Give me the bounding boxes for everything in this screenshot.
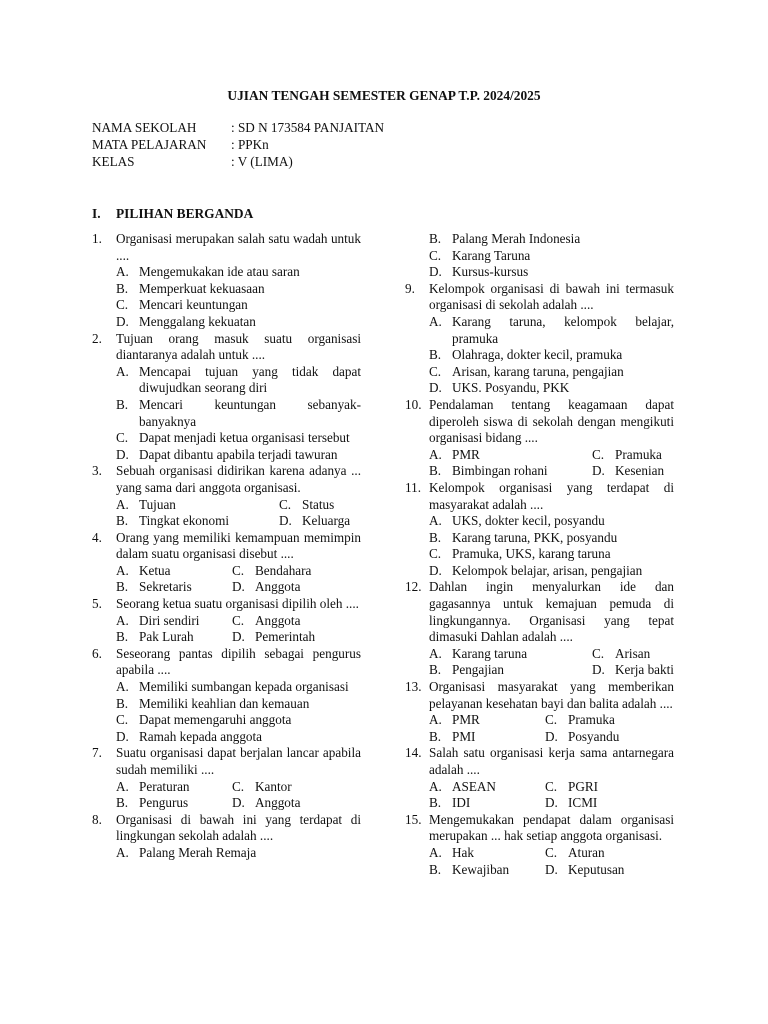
option-text: Memiliki sumbangan kepada organisasi <box>139 679 349 695</box>
option-text: Memiliki keahlian dan kemauan <box>139 695 310 711</box>
option-letter: C. <box>429 247 442 263</box>
option-text: Karang Taruna <box>452 247 531 263</box>
option-letter: D. <box>116 446 129 462</box>
option-text: Kelompok belajar, arisan, pengajian <box>452 562 643 578</box>
option-letter: A. <box>429 513 442 529</box>
option-letter: B. <box>116 396 129 412</box>
option <box>545 729 674 746</box>
option-letter: C. <box>232 562 245 578</box>
option-letter: A. <box>116 363 129 379</box>
option-text: Bendahara <box>255 562 312 578</box>
right-column <box>405 231 674 878</box>
option-letter: B. <box>116 280 129 296</box>
question-13 <box>405 679 674 745</box>
question-4 <box>92 530 361 596</box>
option-text: UKS. Posyandu, PKK <box>452 380 570 396</box>
option-grid <box>116 497 361 530</box>
question-text: Kelompok organisasi di bawah ini termasuk organisasi di sekolah adalah .... <box>429 280 674 313</box>
option-text: Tingkat ekonomi <box>139 513 230 529</box>
option <box>592 646 674 663</box>
option <box>116 845 361 862</box>
option-letter: D. <box>545 861 558 877</box>
option-text: Olahraga, dokter kecil, pramuka <box>452 347 623 363</box>
option <box>429 347 674 364</box>
option-text: Aturan <box>568 844 605 860</box>
option-text: Ramah kepada anggota <box>139 728 263 744</box>
option <box>429 845 545 862</box>
option-letter: A. <box>429 712 442 728</box>
option <box>429 364 674 381</box>
option <box>116 397 361 430</box>
option <box>232 579 361 596</box>
option-grid <box>116 613 361 646</box>
option <box>592 662 674 679</box>
option <box>545 845 674 862</box>
question-text: Tujuan orang masuk suatu organisasi diantaranya adalah untuk .... <box>116 330 361 363</box>
option-grid <box>429 845 674 878</box>
option-text: Mengemukakan ide atau saran <box>139 264 300 280</box>
option <box>116 497 279 514</box>
info-label: MATA PELAJARAN <box>92 137 207 152</box>
option-text: Kesenian <box>615 463 665 479</box>
option-text: Pramuka <box>568 712 615 728</box>
option <box>429 712 545 729</box>
option-text: Palang Merah Indonesia <box>452 231 581 246</box>
option <box>545 779 674 796</box>
question-6 <box>92 646 361 746</box>
option-letter: B. <box>429 662 442 678</box>
option-letter: C. <box>429 363 442 379</box>
option-letter: A. <box>429 446 442 462</box>
option <box>116 613 232 630</box>
option-letter: C. <box>545 712 558 728</box>
option <box>545 795 674 812</box>
option-text: Diri sendiri <box>139 612 200 628</box>
question-number: 8. <box>92 811 102 827</box>
option-letter: D. <box>592 662 605 678</box>
option-text: Kursus-kursus <box>452 264 529 280</box>
question-8-continued <box>405 231 674 281</box>
option-text: Arisan, karang taruna, pengajian <box>452 363 624 379</box>
option-text: Pengajian <box>452 662 505 678</box>
option <box>429 646 592 663</box>
option-text: PMR <box>452 712 480 728</box>
option-text: PGRI <box>568 778 599 794</box>
question-text: Kelompok organisasi yang terdapat di masyarakat adalah .... <box>429 479 674 512</box>
info-row-class <box>92 153 384 170</box>
option-letter: B. <box>116 513 129 529</box>
option-letter: C. <box>592 446 605 462</box>
option <box>429 546 674 563</box>
question-text: Suatu organisasi dapat berjalan lancar apabila sudah memiliki .... <box>116 745 361 777</box>
option <box>429 862 545 879</box>
question-8 <box>92 812 361 862</box>
option-text: Sekretaris <box>139 579 192 595</box>
option-letter: A. <box>429 645 442 661</box>
option-text: Keluarga <box>302 513 351 529</box>
option-letter: B. <box>116 579 129 595</box>
question-text: Seseorang pantas dipilih sebagai pengurus apabila .... <box>116 645 361 678</box>
option-letter: C. <box>116 712 129 728</box>
option <box>116 729 361 746</box>
option-letter: B. <box>429 529 442 545</box>
option-text: Arisan <box>615 645 651 661</box>
option-text: PMR <box>452 446 480 462</box>
option-letter: A. <box>116 496 129 512</box>
option-text: Anggota <box>255 795 301 811</box>
option-text: Palang Merah Remaja <box>139 844 257 860</box>
option-text: Tujuan <box>139 496 176 512</box>
option-letter: B. <box>116 695 129 711</box>
option <box>429 563 674 580</box>
option-text: Menggalang kekuatan <box>139 313 256 329</box>
option <box>116 795 232 812</box>
option-letter: D. <box>279 513 292 529</box>
option-letter: D. <box>545 728 558 744</box>
info-value: : SD N 173584 PANJAITAN <box>231 120 385 135</box>
question-number: 13. <box>405 679 422 695</box>
option <box>116 513 279 530</box>
option-letter: D. <box>429 380 442 396</box>
option-text: Karang taruna <box>452 645 528 661</box>
option-text: Keputusan <box>568 861 625 877</box>
info-value: : PPKn <box>231 137 269 152</box>
option-grid <box>429 447 674 480</box>
option <box>429 795 545 812</box>
option-letter: C. <box>545 778 558 794</box>
option-text: Hak <box>452 844 474 860</box>
option <box>592 447 674 464</box>
question-number: 10. <box>405 396 422 412</box>
question-12 <box>405 579 674 679</box>
question-11 <box>405 480 674 580</box>
option-letter: A. <box>116 612 129 628</box>
option-text: Kewajiban <box>452 861 510 877</box>
option-letter: A. <box>116 778 129 794</box>
option <box>116 579 232 596</box>
question-1 <box>92 231 361 331</box>
question-text: Sebuah organisasi didirikan karena adanya ... yang sama dari anggota organisasi. <box>116 463 361 495</box>
question-14 <box>405 745 674 811</box>
question-number: 9. <box>405 280 415 296</box>
option <box>232 779 361 796</box>
question-9 <box>405 281 674 397</box>
option-letter: B. <box>429 463 442 479</box>
info-row-subject <box>92 136 384 153</box>
question-text: Dahlan ingin menyalurkan ide dan gagasannya untuk kemajuan pemuda di lingkungannya. Organisasi yang tepat dimasuki Dahlan adalah .... <box>429 579 674 645</box>
option <box>429 463 592 480</box>
option-letter: A. <box>116 844 129 860</box>
option-text: Pramuka, UKS, karang taruna <box>452 546 611 562</box>
option-letter: C. <box>545 844 558 860</box>
option-text: Memperkuat kekuasaan <box>139 280 265 296</box>
option <box>116 779 232 796</box>
option-text: Mencapai tujuan yang tidak dapat diwujudkan seorang diri <box>139 363 361 396</box>
option-grid <box>116 563 361 596</box>
question-number: 4. <box>92 529 102 545</box>
option <box>592 463 674 480</box>
section-number: I. <box>92 206 101 221</box>
option-text: Kantor <box>255 778 292 794</box>
left-column <box>92 231 361 862</box>
option-text: ASEAN <box>452 778 496 794</box>
option <box>429 248 674 265</box>
option <box>279 497 361 514</box>
info-row-school <box>92 119 384 136</box>
question-number: 14. <box>405 745 422 761</box>
option <box>429 314 674 347</box>
option <box>429 779 545 796</box>
question-text: Organisasi di bawah ini yang terdapat di lingkungan sekolah adalah .... <box>116 811 361 844</box>
option-letter: B. <box>429 347 442 363</box>
option <box>116 563 232 580</box>
option-text: Peraturan <box>139 778 190 794</box>
option-text: Pengurus <box>139 795 189 811</box>
option <box>116 447 361 464</box>
option-text: Status <box>302 496 335 512</box>
question-number: 6. <box>92 645 102 661</box>
option-letter: A. <box>116 264 129 280</box>
option-letter: A. <box>116 679 129 695</box>
option <box>429 380 674 397</box>
option <box>279 513 361 530</box>
option-letter: C. <box>232 778 245 794</box>
option <box>116 314 361 331</box>
option <box>429 231 674 248</box>
question-text: Orang yang memiliki kemampuan memimpin dalam suatu organisasi disebut .... <box>116 529 361 562</box>
option-text: Dapat dibantu apabila terjadi tawuran <box>139 446 338 462</box>
option-letter: C. <box>279 496 292 512</box>
option-text: ICMI <box>568 795 598 811</box>
option-letter: C. <box>116 430 129 446</box>
option-text: Posyandu <box>568 728 620 744</box>
question-3 <box>92 463 361 529</box>
question-2 <box>92 331 361 464</box>
option-text: Pramuka <box>615 446 662 462</box>
option-text: IDI <box>452 795 471 811</box>
option-letter: D. <box>232 795 245 811</box>
option-letter: C. <box>116 297 129 313</box>
option <box>232 629 361 646</box>
option-letter: B. <box>429 861 442 877</box>
question-number: 15. <box>405 811 422 827</box>
option-letter: D. <box>592 463 605 479</box>
question-5 <box>92 596 361 646</box>
option-letter: B. <box>116 795 129 811</box>
option-text: Pemerintah <box>255 629 316 645</box>
option <box>116 629 232 646</box>
option-letter: D. <box>429 264 442 280</box>
option <box>429 264 674 281</box>
option-letter: C. <box>429 546 442 562</box>
option-letter: B. <box>116 629 129 645</box>
question-number: 7. <box>92 745 102 761</box>
option-letter: D. <box>232 579 245 595</box>
option-letter: A. <box>429 844 442 860</box>
option-letter: D. <box>116 728 129 744</box>
question-text: Seorang ketua suatu organisasi dipilih oleh .... <box>116 596 359 612</box>
option-grid <box>429 779 674 812</box>
option <box>232 563 361 580</box>
option-letter: D. <box>116 313 129 329</box>
option-letter: C. <box>592 645 605 661</box>
option-text: PMI <box>452 728 476 744</box>
option-text: UKS, dokter kecil, posyandu <box>452 513 605 529</box>
option-text: Kerja bakti <box>615 662 674 678</box>
section-heading <box>92 205 253 222</box>
option <box>429 513 674 530</box>
option-letter: C. <box>232 612 245 628</box>
option-text: Anggota <box>255 579 301 595</box>
question-number: 5. <box>92 596 102 612</box>
question-text: Organisasi masyarakat yang memberikan pelayanan kesehatan bayi dan balita adalah .... <box>429 679 674 711</box>
option <box>116 297 361 314</box>
option-text: Dapat memengaruhi anggota <box>139 712 292 728</box>
section-title: PILIHAN BERGANDA <box>116 206 254 221</box>
exam-info <box>92 119 384 170</box>
option <box>429 447 592 464</box>
option <box>545 712 674 729</box>
option <box>116 364 361 397</box>
option <box>116 430 361 447</box>
info-value: : V (LIMA) <box>231 154 293 169</box>
option <box>429 530 674 547</box>
question-7 <box>92 745 361 811</box>
option-letter: D. <box>429 562 442 578</box>
option-letter: B. <box>429 795 442 811</box>
question-number: 3. <box>92 463 102 479</box>
option-letter: B. <box>429 728 442 744</box>
option <box>429 662 592 679</box>
question-number: 12. <box>405 579 422 595</box>
question-number: 11. <box>405 479 421 495</box>
option-text: Ketua <box>139 562 171 578</box>
info-label: KELAS <box>92 154 135 169</box>
question-text: Pendalaman tentang keagamaan dapat diperoleh siswa di sekolah dengan mengikuti organisasi bidang .... <box>429 396 674 446</box>
option-text: Bimbingan rohani <box>452 463 548 479</box>
question-text: Organisasi merupakan salah satu wadah untuk .... <box>116 231 361 263</box>
exam-title: UJIAN TENGAH SEMESTER GENAP T.P. 2024/2025 <box>227 88 541 103</box>
question-15 <box>405 812 674 878</box>
option-text: Mencari keuntungan <box>139 297 248 313</box>
option <box>116 264 361 281</box>
option <box>116 281 361 298</box>
option-letter: A. <box>429 313 442 329</box>
option-letter: D. <box>232 629 245 645</box>
info-label: NAMA SEKOLAH <box>92 120 197 135</box>
option-grid <box>429 712 674 745</box>
option <box>116 696 361 713</box>
option-letter: A. <box>429 778 442 794</box>
option-text: Dapat menjadi ketua organisasi tersebut <box>139 430 350 446</box>
option <box>429 729 545 746</box>
question-number: 1. <box>92 231 102 246</box>
option-text: Karang taruna, kelompok belajar, pramuka <box>452 313 674 346</box>
option-text: Anggota <box>255 612 301 628</box>
option-grid <box>429 646 674 679</box>
option <box>116 679 361 696</box>
option <box>116 712 361 729</box>
option-text: Mencari keuntungan sebanyak-banyaknya <box>139 396 361 429</box>
question-text: Salah satu organisasi kerja sama antarnegara adalah .... <box>429 745 674 777</box>
option-letter: A. <box>116 562 129 578</box>
option-text: Karang taruna, PKK, posyandu <box>452 529 618 545</box>
question-text: Mengemukakan pendapat dalam organisasi merupakan ... hak setiap anggota organisasi. <box>429 811 674 844</box>
option <box>232 613 361 630</box>
question-10 <box>405 397 674 480</box>
option <box>232 795 361 812</box>
option-text: Pak Lurah <box>139 629 194 645</box>
option-grid <box>116 779 361 812</box>
option-letter: D. <box>545 795 558 811</box>
question-number: 2. <box>92 330 102 346</box>
option-letter: B. <box>429 231 442 246</box>
option <box>545 862 674 879</box>
